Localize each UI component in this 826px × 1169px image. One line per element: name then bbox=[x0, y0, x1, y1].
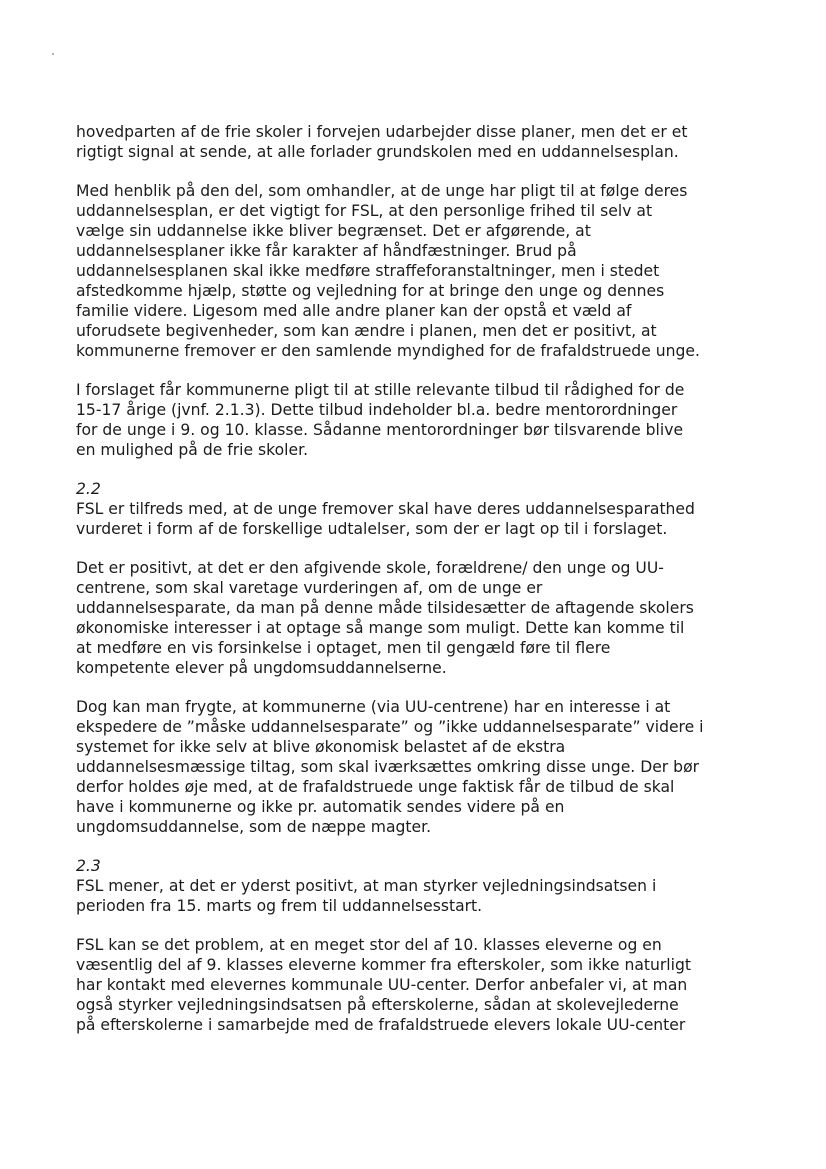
section-heading-2-3: 2.3 bbox=[76, 857, 101, 875]
text-line: kommunerne fremover er den samlende myndighed for de frafaldstruede unge. bbox=[76, 342, 700, 360]
text-line: I forslaget får kommunerne pligt til at stille relevante tilbud til rådighed for de bbox=[76, 381, 685, 399]
text-line: FSL kan se det problem, at en meget stor del af 10. klasses eleverne og en bbox=[76, 936, 662, 954]
text-line: ungdomsuddannelse, som de næppe magter. bbox=[76, 818, 432, 836]
text-line: for de unge i 9. og 10. klasse. Sådanne mentorordninger bør tilsvarende blive bbox=[76, 421, 684, 439]
text-line: vurderet i form af de forskellige udtalelser, som der er lagt op til i forslaget. bbox=[76, 520, 668, 538]
paragraph-6 bbox=[76, 697, 776, 837]
paragraph-8 bbox=[76, 935, 776, 1035]
paragraph-7 bbox=[76, 876, 776, 916]
text-line: afstedkomme hjælp, støtte og vejledning for at bringe den unge og dennes bbox=[76, 282, 665, 300]
text-line: Det er positivt, at det er den afgivende skole, forældrene/ den unge og UU- bbox=[76, 559, 664, 577]
text-line: væsentlig del af 9. klasses eleverne kommer fra efterskoler, som ikke naturligt bbox=[76, 956, 691, 974]
paragraph-3 bbox=[76, 380, 776, 460]
text-line: på efterskolerne i samarbejde med de frafaldstruede elevers lokale UU-center bbox=[76, 1016, 686, 1034]
text-line: Dog kan man frygte, at kommunerne (via UU-centrene) har en interesse i at bbox=[76, 698, 671, 716]
text-line: familie videre. Ligesom med alle andre planer kan der opstå et væld af bbox=[76, 302, 632, 320]
text-line: har kontakt med elevernes kommunale UU-center. Derfor anbefaler vi, at man bbox=[76, 976, 688, 994]
paragraph-5 bbox=[76, 558, 776, 678]
text-line: uddannelsesplanen skal ikke medføre straffeforanstaltninger, men i stedet bbox=[76, 262, 660, 280]
section-heading-2-2: 2.2 bbox=[76, 480, 101, 498]
text-line: uddannelsesmæssige tiltag, som skal iværksættes omkring disse unge. Der bør bbox=[76, 758, 700, 776]
text-line: 15-17 årige (jvnf. 2.1.3). Dette tilbud indeholder bl.a. bedre mentorordninger bbox=[76, 401, 678, 419]
text-line: Med henblik på den del, som omhandler, at de unge har pligt til at følge deres bbox=[76, 182, 688, 200]
text-line: uddannelsesparate, da man på denne måde tilsidesætter de aftagende skolers bbox=[76, 599, 694, 617]
text-line: ekspedere de ”måske uddannelsesparate” og ”ikke uddannelsesparate” videre i bbox=[76, 718, 704, 736]
scan-speck bbox=[52, 53, 54, 55]
text-line: en mulighed på de frie skoler. bbox=[76, 441, 309, 459]
text-line: rigtigt signal at sende, at alle forlader grundskolen med en uddannelsesplan. bbox=[76, 143, 679, 161]
paragraph-4 bbox=[76, 499, 776, 539]
text-line: systemet for ikke selv at blive økonomisk belastet af de ekstra bbox=[76, 738, 566, 756]
text-line: derfor holdes øje med, at de frafaldstruede unge faktisk får de tilbud de skal bbox=[76, 778, 675, 796]
text-line: FSL mener, at det er yderst positivt, at man styrker vejledningsindsatsen i bbox=[76, 877, 657, 895]
text-line: at medføre en vis forsinkelse i optaget, men til gengæld føre til flere bbox=[76, 639, 611, 657]
text-line: uddannelsesplan, er det vigtigt for FSL, at den personlige frihed til selv at bbox=[76, 202, 653, 220]
text-line: også styrker vejledningsindsatsen på efterskolerne, sådan at skolevejlederne bbox=[76, 996, 679, 1014]
text-line: uddannelsesplaner ikke får karakter af håndfæstninger. Brud på bbox=[76, 242, 577, 260]
paragraph-1 bbox=[76, 122, 776, 162]
text-line: vælge sin uddannelse ikke bliver begrænset. Det er afgørende, at bbox=[76, 222, 591, 240]
paragraph-2 bbox=[76, 181, 776, 361]
text-line: hovedparten af de frie skoler i forvejen udarbejder disse planer, men det er et bbox=[76, 123, 688, 141]
text-line: kompetente elever på ungdomsuddannelserne. bbox=[76, 659, 447, 677]
text-line: perioden fra 15. marts og frem til uddannelsesstart. bbox=[76, 897, 483, 915]
body-text bbox=[76, 122, 776, 1054]
text-line: økonomiske interesser i at optage så mange som muligt. Dette kan komme til bbox=[76, 619, 685, 637]
text-line: uforudsete begivenheder, som kan ændre i planen, men det er positivt, at bbox=[76, 322, 657, 340]
text-line: have i kommunerne og ikke pr. automatik sendes videre på en bbox=[76, 798, 565, 816]
text-line: centrene, som skal varetage vurderingen af, om de unge er bbox=[76, 579, 543, 597]
text-line: FSL er tilfreds med, at de unge fremover skal have deres uddannelsesparathed bbox=[76, 500, 695, 518]
